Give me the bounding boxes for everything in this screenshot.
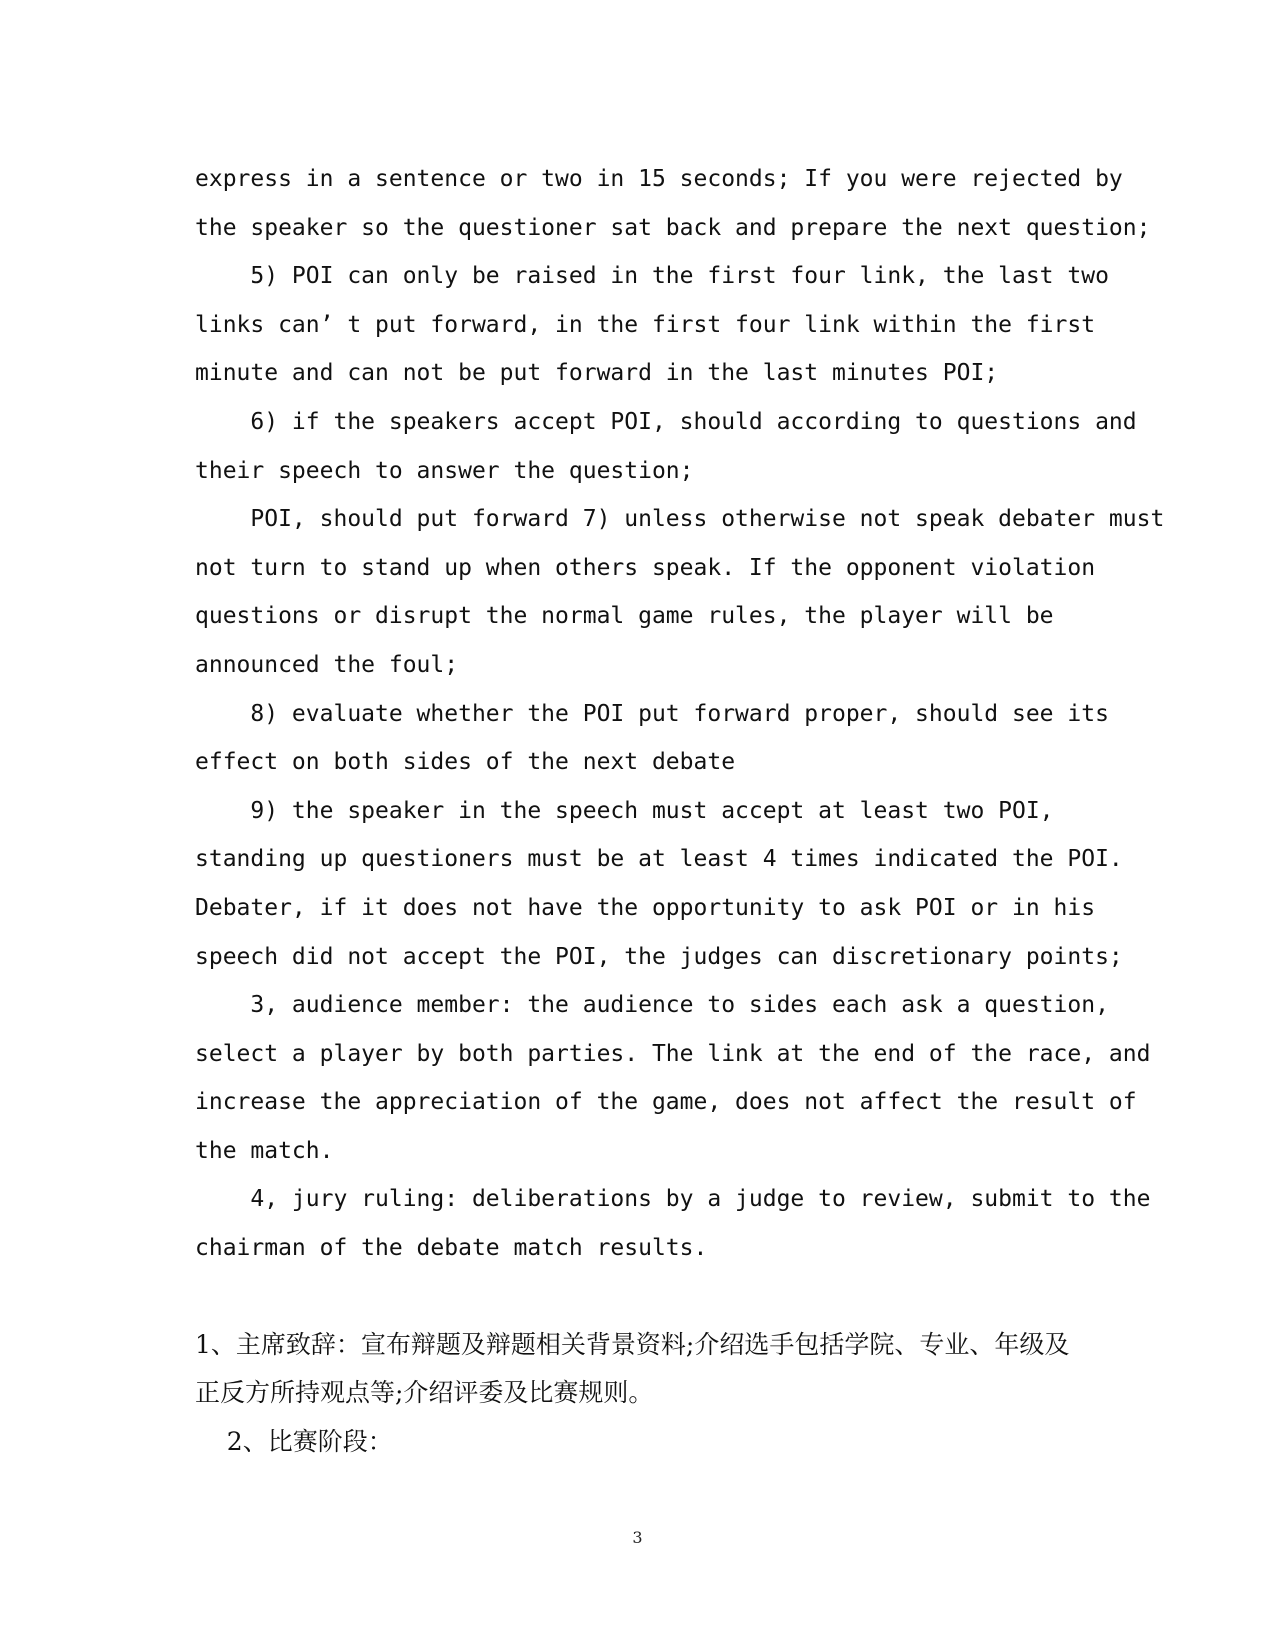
text-line: 4, jury ruling: deliberations by a judge to review, submit to the (195, 1186, 1151, 1213)
page-number: 3 (632, 1528, 643, 1547)
text-line: 6) if the speakers accept POI, should according to questions and (195, 408, 1137, 435)
text-line: speech did not accept the POI, the judges can discretionary points; (195, 943, 1123, 970)
text-line: standing up questioners must be at least 4 times indicated the POI. (195, 846, 1123, 873)
text-line: the speaker so the questioner sat back and prepare the next question; (195, 214, 1151, 241)
text-line: the match. (195, 1137, 334, 1164)
paragraph-gap (195, 1273, 1085, 1321)
text-line: 5) POI can only be raised in the first four link, the last two (195, 263, 1109, 290)
page-body (195, 155, 1165, 1466)
text-line: chairman of the debate match results. (195, 1235, 708, 1262)
text-line: POI, should put forward 7) unless otherwise not speak debater must (195, 506, 1165, 533)
chinese-text-line: 2、比赛阶段： (195, 1426, 393, 1456)
text-line: 8) evaluate whether the POI put forward proper, should see its (195, 700, 1109, 727)
text-line: 3, audience member: the audience to sides each ask a question, (195, 992, 1109, 1019)
text-line: 9) the speaker in the speech must accept at least two POI, (195, 797, 1054, 824)
text-line: express in a sentence or two in 15 seconds; If you were rejected by (195, 166, 1123, 192)
text-line: links can’ t put forward, in the first four link within the first (195, 311, 1096, 338)
text-line: not turn to stand up when others speak. If the opponent violation (195, 554, 1096, 581)
text-line: their speech to answer the question; (195, 457, 694, 484)
text-line: select a player by both parties. The link at the end of the race, and (195, 1040, 1151, 1067)
text-line: increase the appreciation of the game, does not affect the result of (195, 1089, 1137, 1116)
text-line: effect on both sides of the next debate (195, 749, 736, 776)
text-line: minute and can not be put forward in the last minutes POI; (195, 360, 999, 387)
chinese-text-line: 正反方所持观点等;介绍评委及比赛规则。 (195, 1378, 654, 1408)
text-line: questions or disrupt the normal game rules, the player will be (195, 603, 1054, 630)
text-line: Debater, if it does not have the opportunity to ask POI or in his (195, 894, 1096, 921)
chinese-text-line: 1、主席致辞：宣布辩题及辩题相关背景资料;介绍选手包括学院、专业、年级及 (195, 1329, 1070, 1359)
text-line: announced the foul; (195, 651, 459, 678)
